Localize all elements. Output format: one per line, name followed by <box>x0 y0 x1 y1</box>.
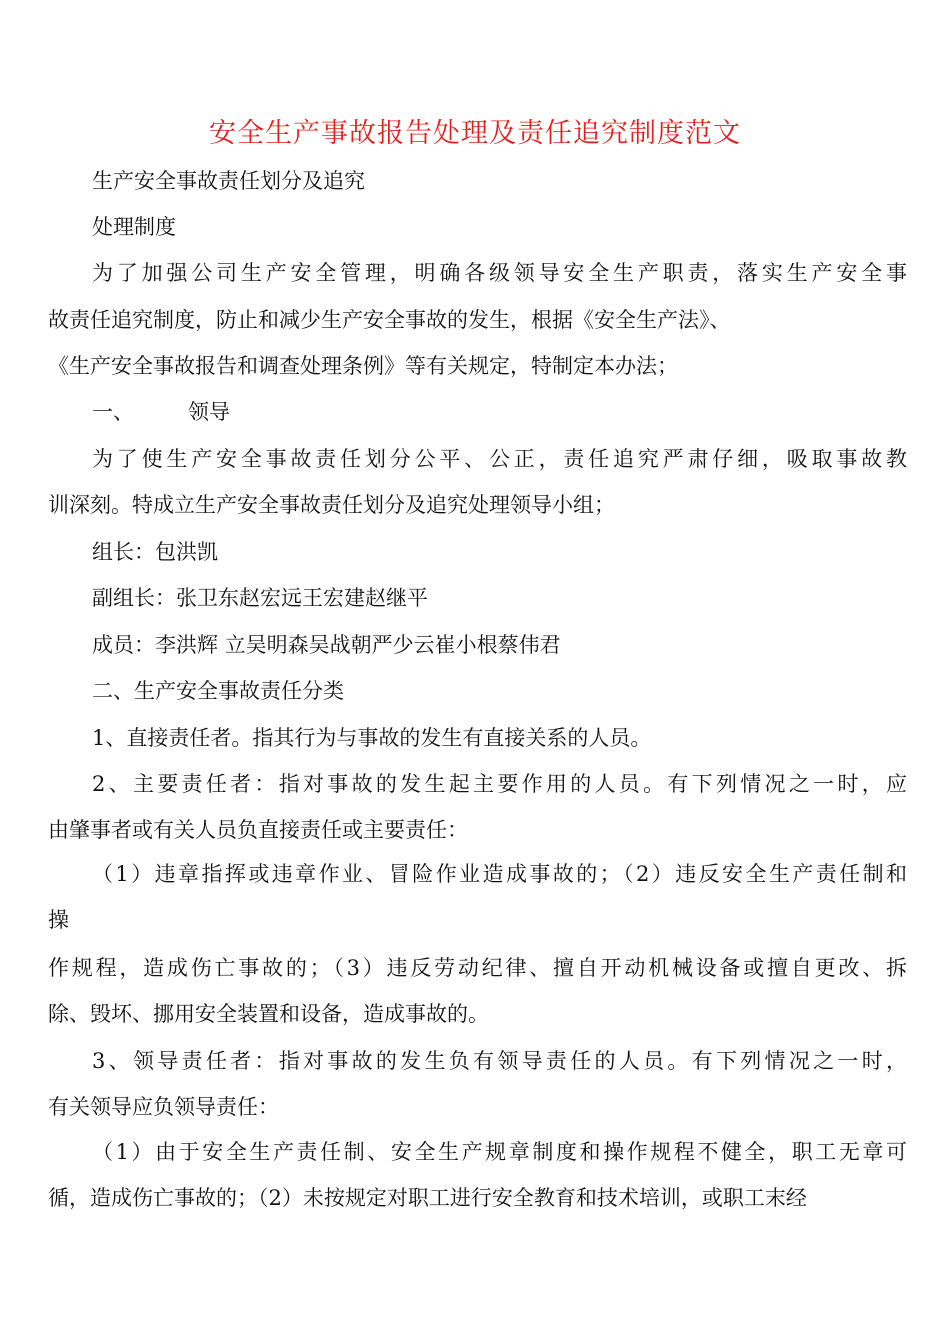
document-title: 安全生产事故报告处理及责任追究制度范文 <box>209 118 741 149</box>
section-number: 一、 <box>92 400 134 424</box>
paragraph-line: 训深刻。特成立生产安全事故责任划分及追究处理领导小组； <box>48 493 615 517</box>
paragraph-line: 作规程，造成伤亡事故的；（3）违反劳动纪律、擅自开动机械设备或擅自更改、拆 <box>48 956 907 980</box>
paragraph-line: （1）由于安全生产责任制、安全生产规章制度和操作规程不健全，职工无章可 <box>92 1140 907 1164</box>
paragraph-line: 为了使生产安全事故责任划分公平、公正，责任追究严肃仔细，吸取事故教 <box>92 447 907 471</box>
paragraph-line: 由肇事者或有关人员负直接责任或主要责任： <box>48 818 468 842</box>
paragraph-line: 2、主要责任者：指对事故的发生起主要作用的人员。有下列情况之一时，应 <box>92 772 907 796</box>
paragraph-line: 操 <box>48 908 69 932</box>
paragraph-line: 除、毁坏、挪用安全装置和设备，造成事故的。 <box>48 1002 489 1026</box>
paragraph-line: 《生产安全事故报告和调查处理条例》等有关规定，特制定本办法； <box>48 354 678 378</box>
paragraph-line: 1、直接责任者。指其行为与事故的发生有直接关系的人员。 <box>92 726 652 750</box>
paragraph-line: 3、领导责任者：指对事故的发生负有领导责任的人员。有下列情况之一时， <box>92 1049 907 1073</box>
paragraph-line: 为了加强公司生产安全管理，明确各级领导安全生产职责，落实生产安全事 <box>92 261 907 285</box>
paragraph-line: （1）违章指挥或违章作业、冒险作业造成事故的；（2）违反安全生产责任制和 <box>92 862 907 886</box>
paragraph-line: 故责任追究制度，防止和减少生产安全事故的发生，根据《安全生产法》、 <box>48 308 731 332</box>
section-heading: 领导 <box>188 400 230 424</box>
paragraph-line: 成员：李洪辉 立吴明森吴战朝严少云崔小根蔡伟君 <box>92 633 561 657</box>
paragraph-line: 处理制度 <box>92 215 176 239</box>
paragraph-line: 副组长：张卫东赵宏远王宏建赵继平 <box>92 586 428 610</box>
paragraph-line: 生产安全事故责任划分及追究 <box>92 169 365 193</box>
paragraph-line: 组长：包洪凯 <box>92 540 218 564</box>
section-heading: 二、生产安全事故责任分类 <box>92 679 344 703</box>
paragraph-line: 循，造成伤亡事故的；（2）未按规定对职工进行安全教育和技术培训，或职工末经 <box>48 1186 807 1210</box>
paragraph-line: 有关领导应负领导责任： <box>48 1095 279 1119</box>
